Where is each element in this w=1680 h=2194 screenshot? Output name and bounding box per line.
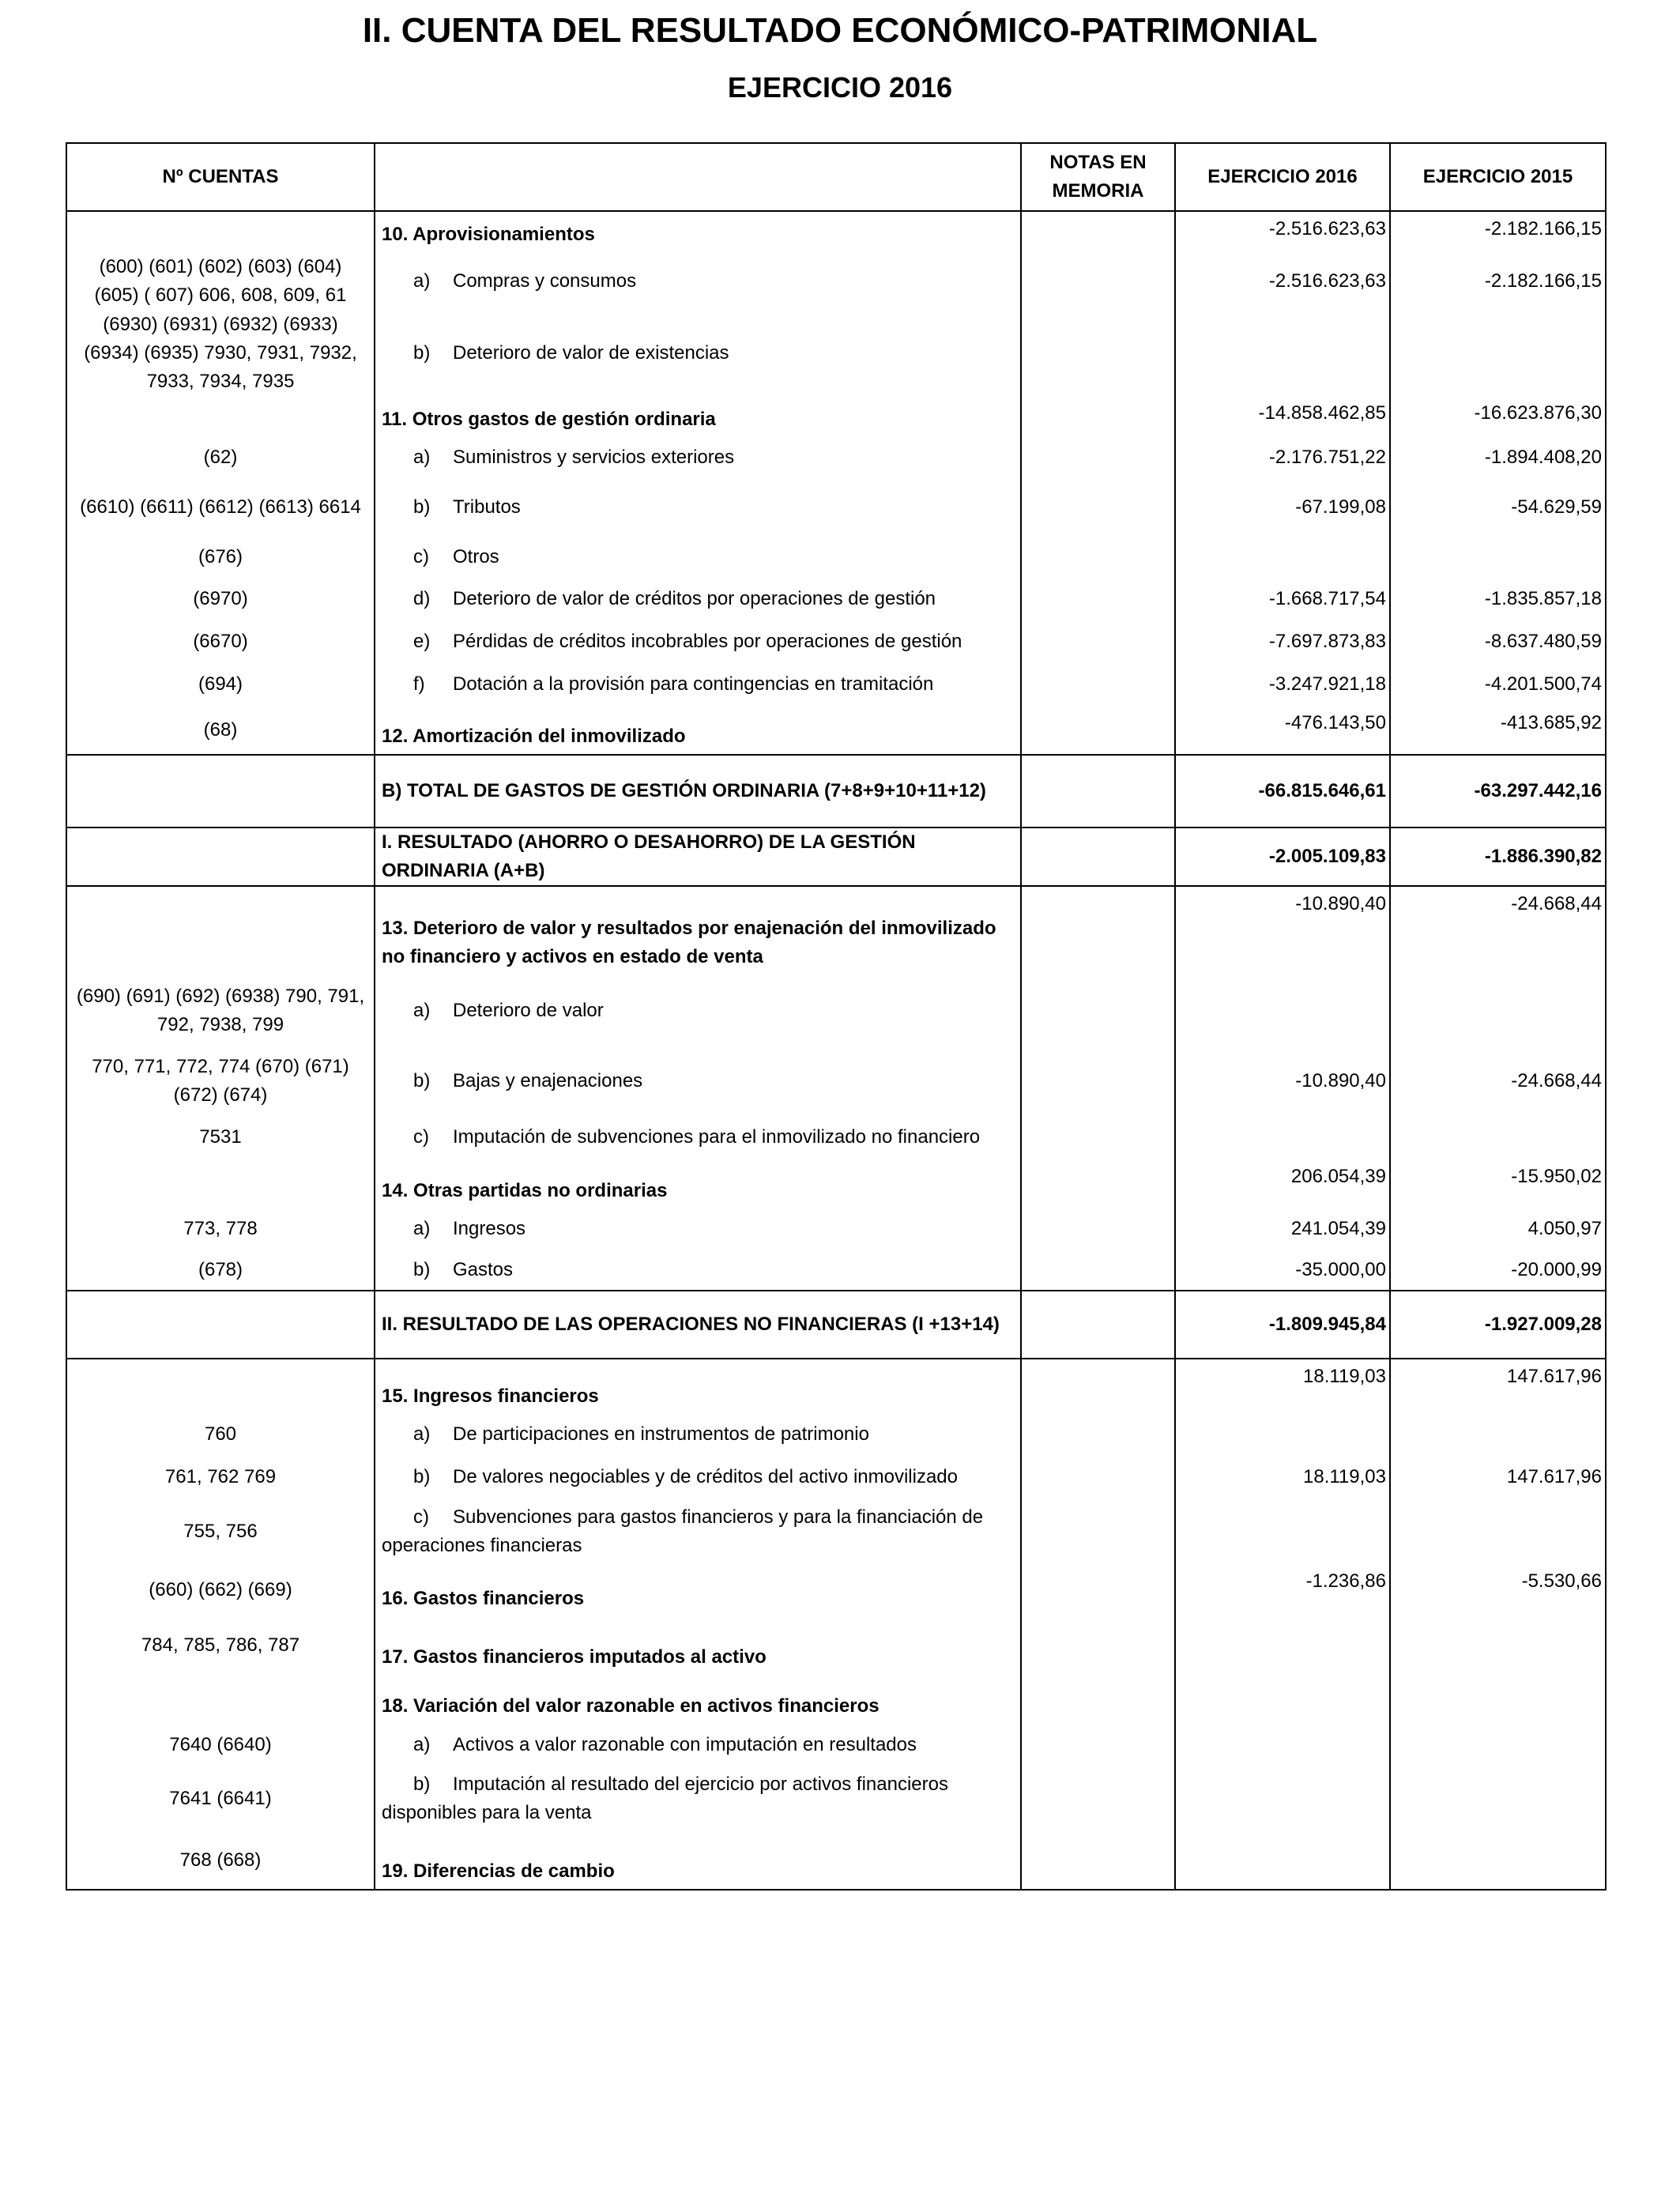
notes-cell — [1021, 1675, 1175, 1724]
table-row — [66, 1159, 1606, 1208]
table-row — [66, 1675, 1606, 1724]
value-2016-cell: 18.119,03 — [1175, 1359, 1390, 1414]
header-ejercicio-2015: EJERCICIO 2015 — [1390, 143, 1606, 211]
concept-cell — [375, 827, 1021, 886]
notes-cell — [1021, 311, 1175, 396]
value-2015-cell: -1.835.857,18 — [1390, 578, 1606, 620]
table-row — [66, 211, 1606, 252]
value-2016-cell: -2.516.623,63 — [1175, 252, 1390, 311]
table-row — [66, 537, 1606, 578]
value-2015-cell: -1.886.390,82 — [1390, 827, 1606, 886]
account-cell — [66, 827, 375, 886]
value-2015-cell: 4.050,97 — [1390, 1208, 1606, 1250]
value-2015-cell — [1390, 1616, 1606, 1675]
value-2016-cell — [1175, 1831, 1390, 1890]
item-text: Suministros y servicios exteriores — [453, 447, 735, 468]
table-row — [66, 1115, 1606, 1159]
notes-cell — [1021, 827, 1175, 886]
table-row — [66, 706, 1606, 755]
account-cell — [66, 211, 375, 252]
value-2015-cell: -413.685,92 — [1390, 706, 1606, 755]
item-letter: f) — [413, 673, 425, 695]
value-2015-cell: -1.894.408,20 — [1390, 437, 1606, 478]
value-2016-cell: -1.809.945,84 — [1175, 1291, 1390, 1359]
concept-cell — [375, 578, 1021, 620]
value-2016-cell — [1175, 1675, 1390, 1724]
notes-cell — [1021, 1359, 1175, 1414]
notes-cell — [1021, 396, 1175, 437]
value-2015-cell: -8.637.480,59 — [1390, 620, 1606, 663]
table-row — [66, 974, 1606, 1047]
value-2015-cell — [1390, 1499, 1606, 1564]
account-cell: (676) — [66, 537, 375, 578]
value-2016-cell: -7.697.873,83 — [1175, 620, 1390, 663]
concept-cell — [375, 1414, 1021, 1455]
item-text: Gastos — [453, 1258, 514, 1280]
notes-cell — [1021, 1414, 1175, 1455]
account-cell: 784, 785, 786, 787 — [66, 1616, 375, 1675]
notes-cell — [1021, 578, 1175, 620]
table-row — [66, 827, 1606, 886]
item-letter: a) — [413, 1734, 431, 1755]
value-2016-cell — [1175, 1499, 1390, 1564]
table-row — [66, 1455, 1606, 1499]
total-text: II. RESULTADO DE LAS OPERACIONES NO FINANCIERAS (I +13+14) — [382, 1314, 1000, 1335]
notes-cell — [1021, 706, 1175, 755]
value-2015-cell: -2.182.166,15 — [1390, 252, 1606, 311]
table-row — [66, 1616, 1606, 1675]
value-2016-cell: -66.815.646,61 — [1175, 755, 1390, 827]
item-text: Compras y consumos — [453, 270, 637, 292]
value-2015-cell — [1390, 311, 1606, 396]
notes-cell — [1021, 537, 1175, 578]
item-text: Imputación al resultado del ejercicio por activos financieros disponibles para la venta — [382, 1774, 948, 1823]
account-cell: (600) (601) (602) (603) (604) (605) ( 607) 606, 608, 609, 61 — [66, 252, 375, 311]
value-2016-cell: 18.119,03 — [1175, 1455, 1390, 1499]
value-2016-cell — [1175, 1115, 1390, 1159]
account-cell: (678) — [66, 1250, 375, 1291]
concept-cell — [375, 252, 1021, 311]
notes-cell — [1021, 886, 1175, 974]
account-cell: (694) — [66, 663, 375, 706]
value-2015-cell — [1390, 1115, 1606, 1159]
value-2015-cell: -15.950,02 — [1390, 1159, 1606, 1208]
table-row — [66, 1250, 1606, 1291]
notes-cell — [1021, 437, 1175, 478]
table-row — [66, 1499, 1606, 1564]
item-text: Otros — [453, 546, 499, 567]
concept-cell — [375, 886, 1021, 974]
account-cell — [66, 755, 375, 827]
concept-cell — [375, 211, 1021, 252]
report-title: II. CUENTA DEL RESULTADO ECONÓMICO-PATRIMONIAL — [362, 11, 1318, 50]
table-row — [66, 578, 1606, 620]
item-letter: a) — [413, 270, 431, 292]
item-letter: a) — [413, 1000, 431, 1021]
value-2016-cell: -35.000,00 — [1175, 1250, 1390, 1291]
item-text: Deterioro de valor de créditos por operaciones de gestión — [453, 588, 936, 609]
notes-cell — [1021, 1115, 1175, 1159]
group-text: 17. Gastos financieros imputados al activo — [382, 1646, 767, 1668]
concept-cell — [375, 1159, 1021, 1208]
value-2015-cell: -4.201.500,74 — [1390, 663, 1606, 706]
item-letter: e) — [413, 631, 431, 652]
concept-cell — [375, 537, 1021, 578]
value-2015-cell — [1390, 1831, 1606, 1890]
concept-cell — [375, 396, 1021, 437]
item-letter: b) — [413, 1258, 431, 1280]
account-cell: (6670) — [66, 620, 375, 663]
concept-cell — [375, 1208, 1021, 1250]
group-text: 13. Deterioro de valor y resultados por enajenación del inmovilizado no financiero y activos en estado de venta — [382, 918, 996, 967]
value-2016-cell: -1.668.717,54 — [1175, 578, 1390, 620]
group-text: 11. Otros gastos de gestión ordinaria — [382, 409, 716, 430]
value-2015-cell — [1390, 1675, 1606, 1724]
group-text: 18. Variación del valor razonable en activos financieros — [382, 1695, 880, 1717]
notes-cell — [1021, 1159, 1175, 1208]
item-letter: c) — [413, 546, 429, 567]
value-2016-cell: -2.005.109,83 — [1175, 827, 1390, 886]
value-2016-cell — [1175, 537, 1390, 578]
table-row — [66, 1208, 1606, 1250]
account-cell — [66, 1291, 375, 1359]
table-row — [66, 396, 1606, 437]
account-cell: 7641 (6641) — [66, 1766, 375, 1831]
table-row — [66, 252, 1606, 311]
item-letter: b) — [413, 1774, 431, 1795]
table-row — [66, 478, 1606, 537]
item-letter: b) — [413, 496, 431, 518]
account-cell: (660) (662) (669) — [66, 1564, 375, 1616]
notes-cell — [1021, 1831, 1175, 1890]
account-cell — [66, 1359, 375, 1414]
item-text: Imputación de subvenciones para el inmovilizado no financiero — [453, 1126, 981, 1148]
value-2015-cell: 147.617,96 — [1390, 1359, 1606, 1414]
concept-cell — [375, 311, 1021, 396]
value-2016-cell — [1175, 1766, 1390, 1831]
value-2015-cell — [1390, 1766, 1606, 1831]
notes-cell — [1021, 211, 1175, 252]
account-cell — [66, 1675, 375, 1724]
table-row — [66, 755, 1606, 827]
header-cuentas: Nº CUENTAS — [66, 143, 375, 211]
item-text: De participaciones en instrumentos de patrimonio — [453, 1423, 869, 1445]
notes-cell — [1021, 663, 1175, 706]
table-row — [66, 1766, 1606, 1831]
value-2015-cell: 147.617,96 — [1390, 1455, 1606, 1499]
notes-cell — [1021, 755, 1175, 827]
item-letter: b) — [413, 1466, 431, 1487]
notes-cell — [1021, 1047, 1175, 1115]
table-row — [66, 1724, 1606, 1766]
table-row — [66, 1564, 1606, 1616]
value-2016-cell: -3.247.921,18 — [1175, 663, 1390, 706]
notes-cell — [1021, 1208, 1175, 1250]
concept-cell — [375, 1766, 1021, 1831]
notes-cell — [1021, 1564, 1175, 1616]
item-letter: a) — [413, 1423, 431, 1445]
value-2015-cell — [1390, 537, 1606, 578]
table-row — [66, 663, 1606, 706]
account-cell: (6610) (6611) (6612) (6613) 6614 — [66, 478, 375, 537]
value-2015-cell: -24.668,44 — [1390, 886, 1606, 974]
concept-cell — [375, 1831, 1021, 1890]
item-text: De valores negociables y de créditos del activo inmovilizado — [453, 1466, 958, 1487]
account-cell: (68) — [66, 706, 375, 755]
table-row — [66, 1047, 1606, 1115]
value-2015-cell: -5.530,66 — [1390, 1564, 1606, 1616]
value-2016-cell: -1.236,86 — [1175, 1564, 1390, 1616]
notes-cell — [1021, 1766, 1175, 1831]
notes-cell — [1021, 1455, 1175, 1499]
value-2016-cell: -2.516.623,63 — [1175, 211, 1390, 252]
value-2016-cell: 206.054,39 — [1175, 1159, 1390, 1208]
value-2016-cell: -10.890,40 — [1175, 886, 1390, 974]
value-2016-cell — [1175, 1414, 1390, 1455]
item-letter: b) — [413, 1070, 431, 1091]
concept-cell — [375, 1455, 1021, 1499]
table-row — [66, 886, 1606, 974]
notes-cell — [1021, 1499, 1175, 1564]
account-cell: (6970) — [66, 578, 375, 620]
item-text: Tributos — [453, 496, 521, 518]
concept-cell — [375, 1250, 1021, 1291]
account-cell: 7531 — [66, 1115, 375, 1159]
concept-cell — [375, 1499, 1021, 1564]
item-text: Deterioro de valor — [453, 1000, 604, 1021]
notes-cell — [1021, 1250, 1175, 1291]
concept-cell — [375, 1047, 1021, 1115]
value-2016-cell: -14.858.462,85 — [1175, 396, 1390, 437]
concept-cell — [375, 620, 1021, 663]
item-letter: a) — [413, 447, 431, 468]
concept-cell — [375, 755, 1021, 827]
notes-cell — [1021, 478, 1175, 537]
account-cell: (62) — [66, 437, 375, 478]
concept-cell — [375, 1115, 1021, 1159]
item-letter: b) — [413, 342, 431, 364]
item-letter: a) — [413, 1218, 431, 1239]
header-concepto — [375, 143, 1021, 211]
item-letter: c) — [413, 1126, 429, 1148]
total-text: I. RESULTADO (AHORRO O DESAHORRO) DE LA GESTIÓN ORDINARIA (A+B) — [382, 831, 916, 881]
table-row — [66, 311, 1606, 396]
value-2015-cell: -20.000,99 — [1390, 1250, 1606, 1291]
value-2016-cell: -67.199,08 — [1175, 478, 1390, 537]
value-2016-cell — [1175, 311, 1390, 396]
account-cell: 7640 (6640) — [66, 1724, 375, 1766]
value-2016-cell — [1175, 974, 1390, 1047]
concept-cell — [375, 1291, 1021, 1359]
total-text: B) TOTAL DE GASTOS DE GESTIÓN ORDINARIA (7+8+9+10+11+12) — [382, 780, 986, 801]
concept-cell — [375, 437, 1021, 478]
notes-cell — [1021, 974, 1175, 1047]
concept-cell — [375, 478, 1021, 537]
item-text: Ingresos — [453, 1218, 526, 1239]
value-2015-cell — [1390, 1724, 1606, 1766]
notes-cell — [1021, 1724, 1175, 1766]
group-text: 14. Otras partidas no ordinarias — [382, 1180, 668, 1201]
header-notas: NOTAS EN MEMORIA — [1021, 143, 1175, 211]
concept-cell — [375, 1616, 1021, 1675]
concept-cell — [375, 1675, 1021, 1724]
table-row — [66, 620, 1606, 663]
value-2015-cell: -1.927.009,28 — [1390, 1291, 1606, 1359]
table-row — [66, 1359, 1606, 1414]
table-row — [66, 1831, 1606, 1890]
table-row — [66, 1291, 1606, 1359]
value-2015-cell: -24.668,44 — [1390, 1047, 1606, 1115]
concept-cell — [375, 663, 1021, 706]
notes-cell — [1021, 620, 1175, 663]
group-text: 10. Aprovisionamientos — [382, 224, 595, 245]
value-2016-cell: 241.054,39 — [1175, 1208, 1390, 1250]
group-text: 19. Diferencias de cambio — [382, 1860, 615, 1882]
group-text: 16. Gastos financieros — [382, 1588, 585, 1609]
item-letter: c) — [413, 1506, 429, 1528]
concept-cell — [375, 1564, 1021, 1616]
account-cell: (690) (691) (692) (6938) 790, 791, 792, 7938, 799 — [66, 974, 375, 1047]
value-2016-cell — [1175, 1616, 1390, 1675]
account-cell: 770, 771, 772, 774 (670) (671) (672) (674) — [66, 1047, 375, 1115]
account-cell: 761, 762 769 — [66, 1455, 375, 1499]
notes-cell — [1021, 1616, 1175, 1675]
table-row — [66, 437, 1606, 478]
item-text: Subvenciones para gastos financieros y para la financiación de operaciones financieras — [382, 1506, 984, 1556]
value-2015-cell: -16.623.876,30 — [1390, 396, 1606, 437]
concept-cell — [375, 706, 1021, 755]
account-cell: 755, 756 — [66, 1499, 375, 1564]
concept-cell — [375, 1359, 1021, 1414]
value-2015-cell — [1390, 1414, 1606, 1455]
value-2016-cell: -2.176.751,22 — [1175, 437, 1390, 478]
item-text: Deterioro de valor de existencias — [453, 342, 729, 364]
item-text: Dotación a la provisión para contingencias en tramitación — [453, 673, 934, 695]
report-subtitle: EJERCICIO 2016 — [727, 71, 953, 104]
value-2015-cell: -54.629,59 — [1390, 478, 1606, 537]
account-cell: (6930) (6931) (6932) (6933) (6934) (6935) 7930, 7931, 7932, 7933, 7934, 7935 — [66, 311, 375, 396]
group-text: 15. Ingresos financieros — [382, 1385, 599, 1407]
item-text: Pérdidas de créditos incobrables por operaciones de gestión — [453, 631, 962, 652]
concept-cell — [375, 974, 1021, 1047]
value-2016-cell: -10.890,40 — [1175, 1047, 1390, 1115]
item-text: Activos a valor razonable con imputación en resultados — [453, 1734, 917, 1755]
table-header-row — [66, 143, 1606, 211]
notes-cell — [1021, 1291, 1175, 1359]
account-cell: 760 — [66, 1414, 375, 1455]
account-cell: 773, 778 — [66, 1208, 375, 1250]
results-table — [66, 142, 1607, 1891]
concept-cell — [375, 1724, 1021, 1766]
item-letter: d) — [413, 588, 431, 609]
notes-cell — [1021, 252, 1175, 311]
table-row — [66, 1414, 1606, 1455]
account-cell — [66, 1159, 375, 1208]
value-2016-cell: -476.143,50 — [1175, 706, 1390, 755]
account-cell: 768 (668) — [66, 1831, 375, 1890]
value-2015-cell: -2.182.166,15 — [1390, 211, 1606, 252]
value-2016-cell — [1175, 1724, 1390, 1766]
value-2015-cell — [1390, 974, 1606, 1047]
item-text: Bajas y enajenaciones — [453, 1070, 643, 1091]
value-2015-cell: -63.297.442,16 — [1390, 755, 1606, 827]
header-ejercicio-2016: EJERCICIO 2016 — [1175, 143, 1390, 211]
account-cell — [66, 396, 375, 437]
group-text: 12. Amortización del inmovilizado — [382, 726, 686, 747]
account-cell — [66, 886, 375, 974]
